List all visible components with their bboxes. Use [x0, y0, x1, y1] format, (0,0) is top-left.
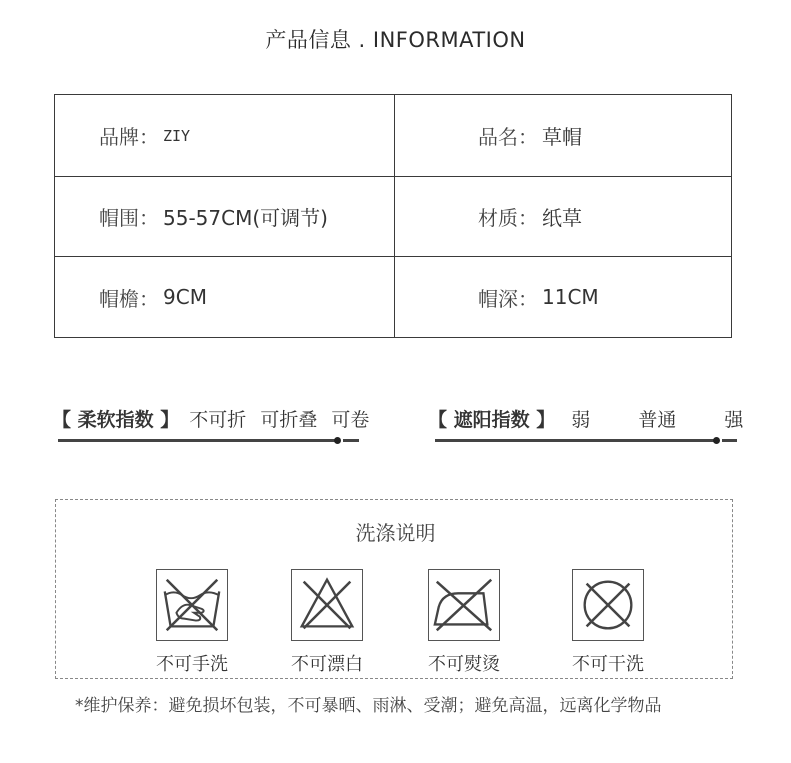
care-label: 不可手洗 — [156, 654, 228, 675]
spec-cell-depth — [395, 257, 731, 337]
no-dry-clean-icon — [572, 569, 644, 641]
care-label: 不可漂白 — [291, 654, 363, 675]
spec-value: 草帽 — [542, 125, 582, 149]
spec-label: 品名： — [478, 125, 538, 149]
note-text: 避免损坏包装，不可暴晒、雨淋、受潮；避免高温，远离化学物品 — [168, 696, 662, 716]
shade-option: 普通 — [638, 409, 677, 431]
softness-marker — [334, 437, 341, 444]
spec-cell-material — [395, 177, 731, 257]
spec-cell-circumference — [55, 177, 395, 257]
care-label: 不可熨烫 — [428, 654, 500, 675]
spec-value: ZIY — [163, 126, 191, 145]
spec-cell-brand — [55, 95, 395, 177]
spec-table — [54, 94, 732, 338]
softness-bar-tail — [343, 439, 359, 442]
spec-value: 11CM — [542, 285, 599, 309]
softness-title: 【 柔软指数 】 — [52, 409, 180, 431]
no-hand-wash-icon — [156, 569, 228, 641]
shade-bar — [435, 439, 719, 442]
shade-marker — [713, 437, 720, 444]
shade-option: 弱 — [571, 409, 591, 431]
spec-value: 纸草 — [542, 206, 582, 230]
spec-value: 55-57CM(可调节) — [163, 206, 328, 230]
page-title: 产品信息 . INFORMATION — [265, 28, 526, 52]
shade-index — [428, 405, 743, 432]
shade-title: 【 遮阳指数 】 — [428, 409, 556, 431]
shade-bar-tail — [722, 439, 737, 442]
spec-value: 9CM — [163, 285, 207, 309]
no-bleach-icon — [291, 569, 363, 641]
care-label: 不可干洗 — [572, 654, 644, 675]
spec-label: 品牌： — [99, 125, 159, 149]
note-prefix: *维护保养： — [75, 696, 169, 716]
maintenance-note — [75, 691, 662, 716]
spec-label: 材质： — [478, 206, 538, 230]
softness-index — [52, 405, 369, 432]
spec-cell-name — [395, 95, 731, 177]
spec-label: 帽围： — [99, 206, 159, 230]
wash-title: 洗涤说明 — [355, 521, 436, 545]
no-iron-icon — [428, 569, 500, 641]
spec-label: 帽檐： — [99, 286, 159, 311]
spec-label: 帽深： — [478, 286, 538, 311]
softness-option: 可折叠 — [260, 409, 318, 431]
softness-bar — [58, 439, 340, 442]
shade-option: 强 — [724, 409, 744, 431]
softness-option: 可卷 — [331, 409, 370, 431]
softness-option: 不可折 — [189, 409, 247, 431]
spec-cell-brim — [55, 257, 395, 337]
